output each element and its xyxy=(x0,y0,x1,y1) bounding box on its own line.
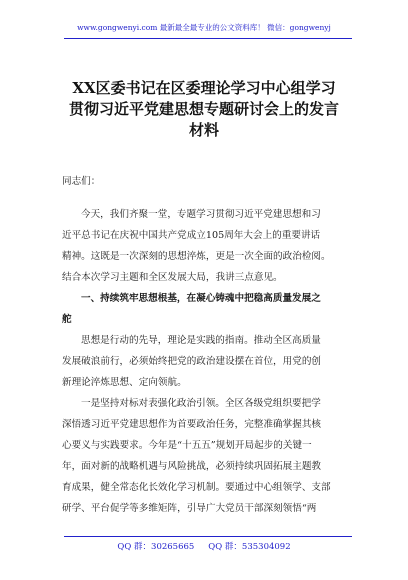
section-heading: 一、持续筑牢思想根基，在凝心铸魂中把稳高质量发展之 xyxy=(81,293,321,304)
paragraph-line: 近平总书记在庆祝中国共产党成立105周年大会上的重要讲话 xyxy=(62,230,321,241)
paragraph-line: 心要义与实践要求。今年是“十五五”规划开局起步的关键一 xyxy=(62,440,312,451)
paragraph-line: 精神。这既是一次深刻的思想淬炼，更是一次全面的政治检阅。 xyxy=(62,251,331,262)
document-title xyxy=(50,78,358,141)
header-text: www.gongwenyi.com 最新最全最专业的公文资料库！ 微信：gongwenyj xyxy=(77,23,331,32)
spacer xyxy=(62,192,360,204)
paragraph-line: 研学、平台促学等多维矩阵，引导广大党员干部深刻领悟“两 xyxy=(62,503,317,514)
title-line: 贯彻习近平党建思想专题研讨会上的发言 xyxy=(68,100,339,118)
paragraph-line: 育成果，健全常态化长效化学习机制。要通过中心组领学、支部 xyxy=(62,482,331,493)
page-header xyxy=(0,22,408,33)
header-rule xyxy=(64,38,352,39)
paragraph-line: 新理论淬炼思想、定向领航。 xyxy=(62,377,187,388)
paragraph-line: 一是坚持对标对表强化政治引领。全区各级党组织要把学 xyxy=(81,398,321,409)
paragraph-line: 年，面对新的战略机遇与风险挑战，必须持续巩固拓展主题教 xyxy=(62,461,322,472)
paragraph-line: 发展破浪前行，必须始终把党的政治建设摆在首位，用党的创 xyxy=(62,356,322,367)
paragraph-line: 思想是行动的先导，理论是实践的指南。推动全区高质量 xyxy=(81,335,321,346)
paragraph-line: 深悟透习近平党建思想作为首要政治任务，完整准确掌握其核 xyxy=(62,419,322,430)
paragraph-line: 今天，我们齐聚一堂，专题学习贯彻习近平党建思想和习 xyxy=(81,209,321,220)
title-line: 材料 xyxy=(188,121,219,139)
footer-rule xyxy=(64,536,352,537)
title-line: XX区委书记在区委理论学习中心组学习 xyxy=(72,79,336,97)
footer-qq-group-2: QQ 群：535304092 xyxy=(208,542,291,552)
document-body xyxy=(62,171,360,519)
salutation: 同志们： xyxy=(62,176,101,187)
page-footer xyxy=(0,540,408,552)
footer-qq-group-1: QQ 群：30265665 xyxy=(117,542,195,552)
section-heading: 舵 xyxy=(62,314,72,325)
paragraph-line: 结合本次学习主题和全区发展大局，我讲三点意见。 xyxy=(62,272,283,283)
